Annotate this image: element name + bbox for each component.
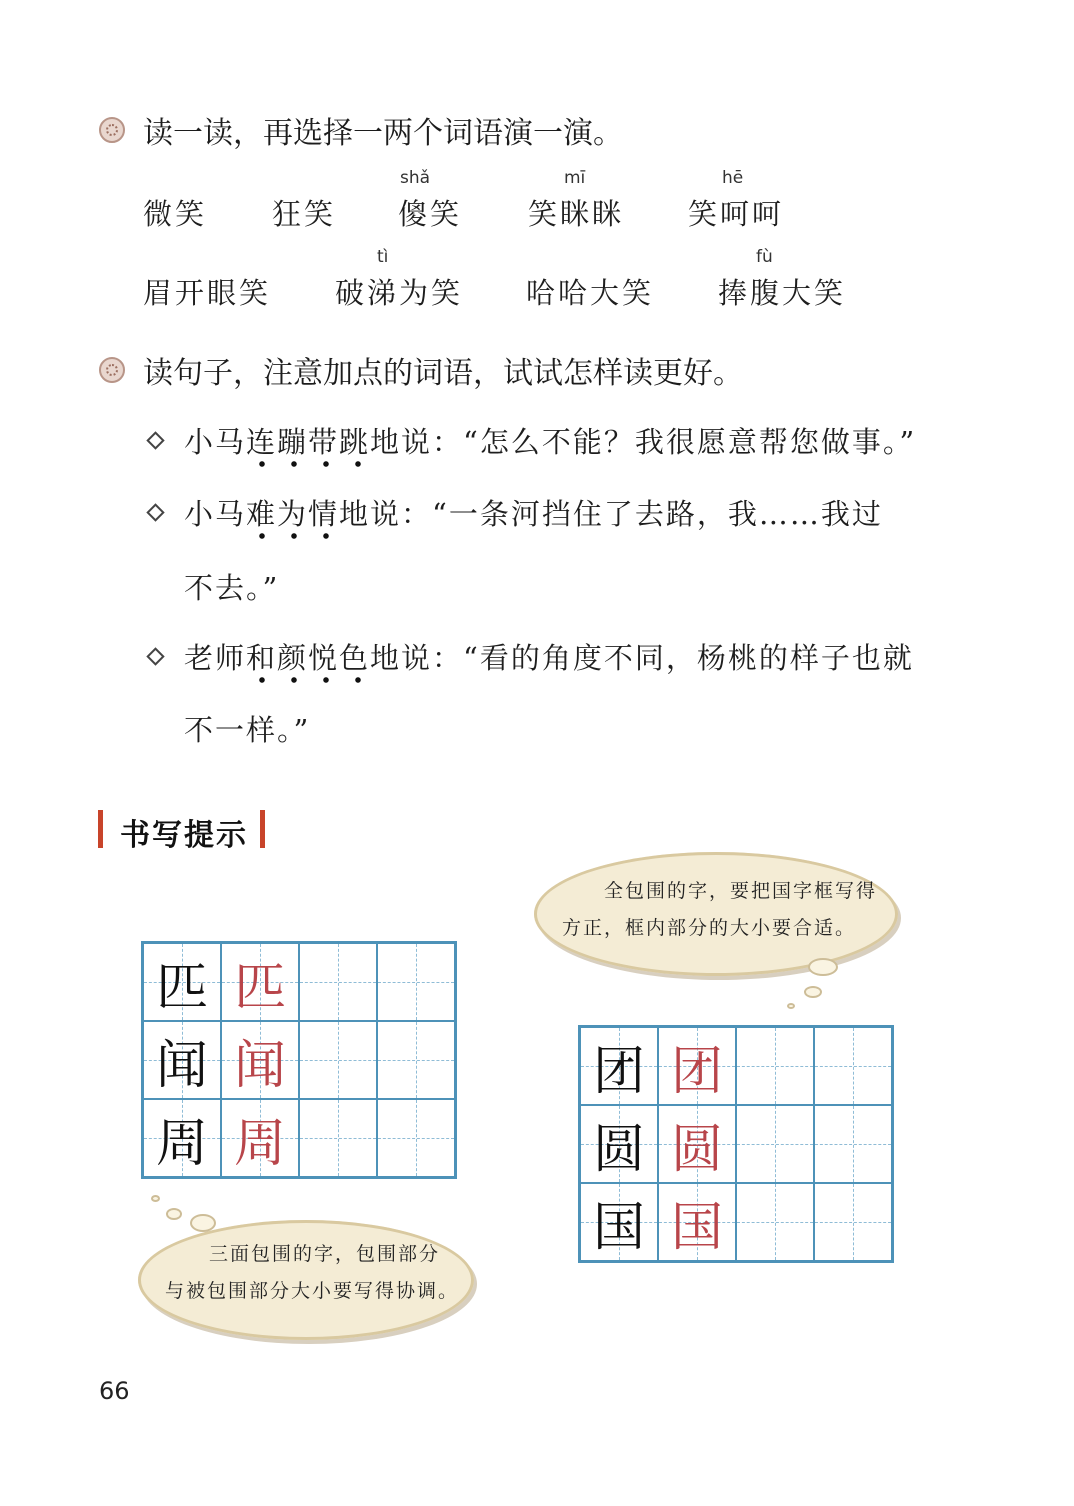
grid-cell: 闻 [143, 1021, 221, 1099]
thought-bubble [808, 958, 838, 976]
sentence-continuation: 不一样。” [184, 713, 311, 747]
grid-cell: 周 [221, 1099, 299, 1177]
word-item: tì 破涕为笑 [335, 247, 464, 310]
thought-bubble [166, 1208, 182, 1220]
grid-cell: 闻 [221, 1021, 299, 1099]
grid-cell [814, 1027, 892, 1105]
grid-cell: 国 [658, 1183, 736, 1261]
dotted-phrase: 连蹦带跳 [246, 425, 371, 459]
word-item: mī 笑眯眯 [528, 168, 625, 231]
grid-cell: 周 [143, 1099, 221, 1177]
grid-cell [736, 1027, 814, 1105]
cloud-text-right: 全包围的字，要把国字框写得 方正，框内部分的大小要合适。 [562, 880, 878, 939]
section1-title: 读一读，再选择一两个词语演一演。 [143, 116, 623, 151]
title-bar-right [260, 810, 265, 848]
sentence: 老师和颜悦色地说：“看的角度不同，杨桃的样子也就 [184, 641, 914, 675]
writing-grid-left [141, 941, 457, 1179]
grid-cell [299, 943, 377, 1021]
page-number: 66 [99, 1377, 130, 1405]
word-item: shǎ 傻笑 [398, 168, 463, 231]
grid-cell: 圆 [580, 1105, 658, 1183]
grid-cell [377, 943, 455, 1021]
section-icon [99, 357, 125, 383]
grid-cell: 团 [580, 1027, 658, 1105]
grid-cell [814, 1183, 892, 1261]
grid-cell [736, 1105, 814, 1183]
grid-cell [299, 1021, 377, 1099]
thought-bubble [190, 1214, 216, 1232]
sentence: 小马难为情地说：“一条河挡住了去路，我……我过 [184, 497, 883, 531]
thought-bubble [787, 1003, 795, 1009]
thought-bubble [151, 1195, 160, 1202]
sentence-continuation: 不去。” [184, 571, 280, 605]
grid-cell [299, 1099, 377, 1177]
diamond-bullet-icon [146, 503, 164, 521]
word-item: 眉开眼笑 [143, 276, 272, 310]
diamond-bullet-icon [146, 647, 164, 665]
cloud-text-left: 三面包围的字，包围部分 与被包围部分大小要写得协调。 [165, 1243, 460, 1302]
sentence: 小马连蹦带跳地说：“怎么不能？我很愿意帮您做事。” [184, 425, 917, 459]
grid-cell [377, 1021, 455, 1099]
word-item: 哈哈大笑 [526, 276, 655, 310]
writing-hint-title: 书写提示 [120, 818, 248, 853]
dotted-phrase: 难为情 [246, 497, 340, 531]
grid-cell: 匹 [221, 943, 299, 1021]
grid-cell [377, 1099, 455, 1177]
grid-cell: 圆 [658, 1105, 736, 1183]
thought-bubble [804, 986, 822, 998]
grid-cell: 国 [580, 1183, 658, 1261]
word-item: hē 笑呵呵 [688, 168, 785, 231]
word-item: 狂笑 [272, 197, 337, 231]
dotted-phrase: 和颜悦色 [246, 641, 371, 675]
section2-title: 读句子，注意加点的词语，试试怎样读更好。 [143, 356, 743, 391]
grid-cell: 团 [658, 1027, 736, 1105]
section-icon [99, 117, 125, 143]
word-item: fù 捧腹大笑 [718, 247, 847, 310]
title-bar-left [98, 810, 103, 848]
writing-grid-right [578, 1025, 894, 1263]
grid-cell [814, 1105, 892, 1183]
word-item: 微笑 [143, 197, 208, 231]
diamond-bullet-icon [146, 431, 164, 449]
grid-cell [736, 1183, 814, 1261]
grid-cell: 匹 [143, 943, 221, 1021]
